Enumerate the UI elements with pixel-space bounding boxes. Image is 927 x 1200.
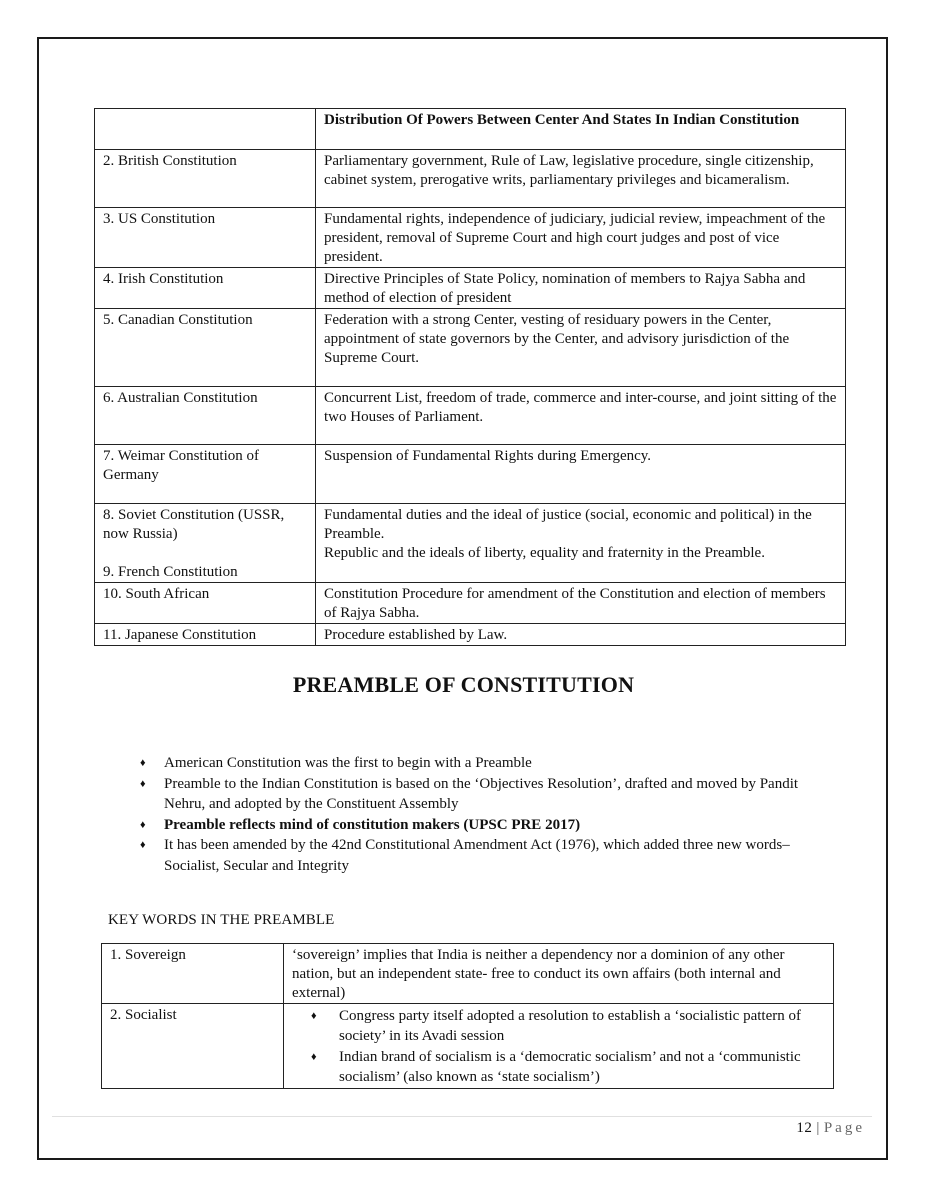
table-row	[95, 624, 846, 646]
source-country: 4. Irish Constitution	[95, 268, 316, 309]
table-row	[95, 150, 846, 208]
borrowed-features: Fundamental duties and the ideal of justice (social, economic and political) in the Preamble. Republic and the ideals of liberty, equality and fraternity in the Preamble.	[316, 504, 846, 583]
source-country: 2. British Constitution	[95, 150, 316, 208]
table-row	[95, 445, 846, 504]
table-header-cell: Distribution Of Powers Between Center And States In Indian Constitution	[316, 109, 846, 150]
section-title: PREAMBLE OF CONSTITUTION	[292, 672, 635, 697]
table-row	[102, 944, 834, 1004]
table-row	[102, 1004, 834, 1089]
table-header-row	[95, 109, 846, 150]
list-item: ♦ It has been amended by the 42nd Constitutional Amendment Act (1976), which added three new words–Socialist, Secular and Integrity	[140, 837, 790, 874]
keyword-points-list	[284, 1006, 825, 1087]
borrowed-features: Constitution Procedure for amendment of the Constitution and election of members of Rajya Sabha.	[316, 583, 846, 624]
keyword-explanation	[284, 1004, 834, 1089]
source-country: 6. Australian Constitution	[95, 387, 316, 445]
source-country: 5. Canadian Constitution	[95, 309, 316, 387]
borrowed-features: Parliamentary government, Rule of Law, legislative procedure, single citizenship, cabinet system, prerogative writs, parliamentary privileges and bicameralism.	[316, 150, 846, 208]
page-label: Page	[823, 1120, 865, 1136]
diamond-bullet-icon: ♦	[140, 818, 146, 831]
table-row	[95, 504, 846, 583]
source-country: 11. Japanese Constitution	[95, 624, 316, 646]
page-number: 12	[796, 1120, 813, 1136]
source-country: 10. South African	[95, 583, 316, 624]
keyword-term: 2. Socialist	[102, 1004, 284, 1089]
footer-separator: |	[816, 1120, 820, 1136]
table-header-cell	[95, 109, 316, 150]
diamond-bullet-icon: ♦	[140, 839, 146, 851]
table-row	[95, 583, 846, 624]
borrowed-features: Federation with a strong Center, vesting of residuary powers in the Center, appointment of state governors by the Center, and advisory jurisdiction of the Supreme Court.	[316, 309, 846, 387]
table-row	[95, 268, 846, 309]
page-footer	[796, 1120, 865, 1137]
list-item: ♦ Indian brand of socialism is a ‘democratic socialism’ and not a ‘communistic socialism’ (also known as ‘state socialism’)	[311, 1049, 801, 1085]
preamble-points-list	[140, 753, 840, 876]
borrowed-features: Concurrent List, freedom of trade, commerce and inter-course, and joint sitting of the two Houses of Parliament.	[316, 387, 846, 445]
list-item: ♦ Preamble to the Indian Constitution is based on the ‘Objectives Resolution’, drafted and moved by Pandit Nehru, and adopted by the Constituent Assembly	[140, 775, 799, 812]
diamond-bullet-icon: ♦	[140, 777, 146, 790]
table-row	[95, 387, 846, 445]
table-row	[95, 309, 846, 387]
source-country: 3. US Constitution	[95, 208, 316, 268]
borrowed-features: Directive Principles of State Policy, nomination of members to Rajya Sabha and method of election of president	[316, 268, 846, 309]
diamond-bullet-icon: ♦	[311, 1010, 317, 1022]
table-row	[95, 208, 846, 268]
keywords-table	[101, 943, 834, 1089]
list-item: ♦ American Constitution was the first to begin with a Preamble	[140, 753, 840, 774]
constitution-sources-table	[94, 108, 846, 646]
keyword-explanation: ‘sovereign’ implies that India is neither a dependency nor a dominion of any other nation, but an independent state- free to conduct its own affairs (both internal and external)	[284, 944, 834, 1004]
keyword-term: 1. Sovereign	[102, 944, 284, 1004]
diamond-bullet-icon: ♦	[311, 1051, 317, 1063]
diamond-bullet-icon: ♦	[140, 757, 146, 769]
keywords-heading: KEY WORDS IN THE PREAMBLE	[108, 912, 335, 928]
borrowed-features: Procedure established by Law.	[316, 624, 846, 646]
footer-divider	[52, 1116, 872, 1117]
list-item: ♦ Preamble reflects mind of constitution makers (UPSC PRE 2017)	[140, 815, 840, 836]
borrowed-features: Suspension of Fundamental Rights during Emergency.	[316, 445, 846, 504]
borrowed-features: Fundamental rights, independence of judiciary, judicial review, impeachment of the president, removal of Supreme Court and high court judges and post of vice president.	[316, 208, 846, 268]
source-country: 8. Soviet Constitution (USSR, now Russia) 9. French Constitution	[95, 504, 316, 583]
list-item: ♦ Congress party itself adopted a resolution to establish a ‘socialistic pattern of society’ in its Avadi session	[311, 1008, 801, 1044]
source-country: 7. Weimar Constitution of Germany	[95, 445, 316, 504]
